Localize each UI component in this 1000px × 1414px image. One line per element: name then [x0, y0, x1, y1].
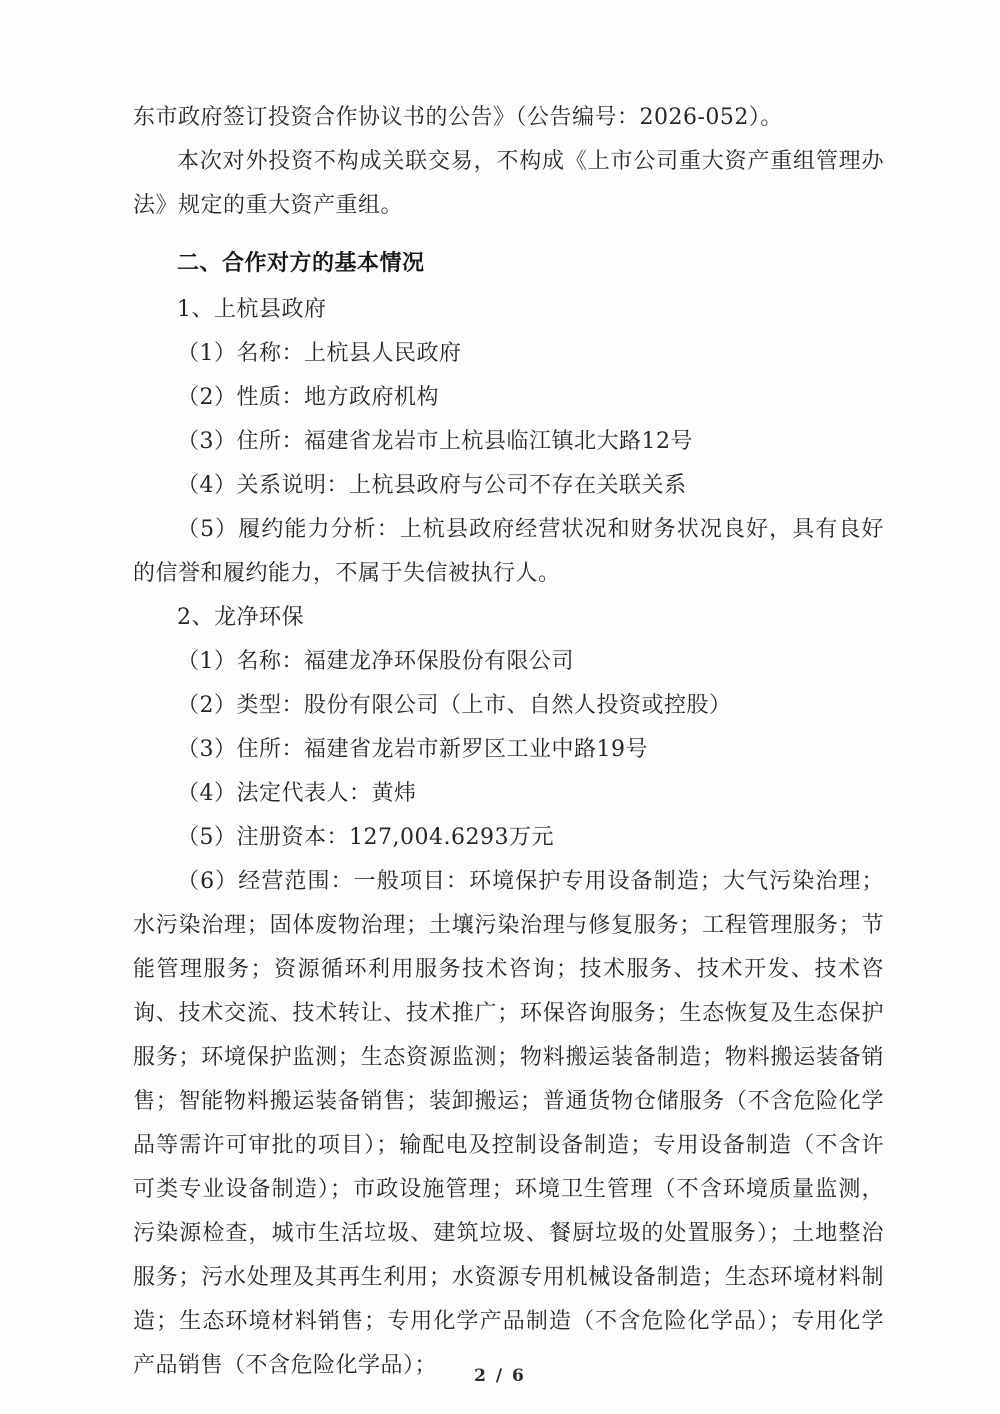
item-2-type: （2）类型：股份有限公司（上市、自然人投资或控股） [177, 693, 732, 718]
item-1-nature: （2）性质：地方政府机构 [177, 385, 439, 410]
item-1-name: （1）名称：上杭县人民政府 [177, 341, 462, 366]
page-number: 2 / 6 [474, 1366, 526, 1386]
paragraph-transaction-note: 本次对外投资不构成关联交易，不构成《上市公司重大资产重组管理办法》规定的重大资产重组。 [133, 149, 884, 218]
item-2-address: （3）住所：福建省龙岩市新罗区工业中路19号 [177, 737, 648, 762]
section-heading-counterparty-info: 二、合作对方的基本情况 [177, 250, 425, 275]
item-1-shanghang-gov-title: 1、上杭县政府 [177, 297, 327, 322]
item-2-registered-capital: （5）注册资本：127,004.6293万元 [177, 825, 554, 850]
item-2-longjing-title: 2、龙净环保 [177, 605, 304, 630]
item-2-business-scope: （6）经营范围：一般项目：环境保护专用设备制造；大气污染治理；水污染治理；固体废物治理；土壤污染治理与修复服务；工程管理服务；节能管理服务；资源循环利用服务技术咨询；技术服务、技术开发、技术咨询、技术交流、技术转让、技术推广；环保咨询服务；生态恢复及生态保护服务；环境保护监测；生态资源监测；物料搬运装备制造；物料搬运装备销售；智能物料搬运装备销售；装卸搬运；普通货物仓储服务（不含危险化学品等需许可审批的项目）；输配电及控制设备制造；专用设备制造（不含许可类专业设备制造）；市政设施管理；环境卫生管理（不含环境质量监测，污染源检查，城市生活垃圾、建筑垃圾、餐厨垃圾的处置服务）；土地整治服务；污水处理及其再生利用；水资源专用机械设备制造；生态环境材料制造；生态环境材料销售；专用化学产品制造（不含危险化学品）；专用化学产品销售（不含危险化学品）； [133, 869, 884, 1378]
item-1-relationship: （4）关系说明：上杭县政府与公司不存在关联关系 [177, 473, 687, 498]
item-1-performance-analysis: （5）履约能力分析：上杭县政府经营状况和财务状况良好，具有良好的信誉和履约能力，不属于失信被执行人。 [133, 517, 884, 586]
item-2-name: （1）名称：福建龙净环保股份有限公司 [177, 649, 574, 674]
paragraph-announcement-continuation: 东市政府签订投资合作协议书的公告》（公告编号：2026-052）。 [133, 105, 783, 130]
document-body [133, 96, 884, 1388]
item-1-address: （3）住所：福建省龙岩市上杭县临江镇北大路12号 [177, 429, 693, 454]
item-2-legal-representative: （4）法定代表人：黄炜 [177, 781, 417, 806]
